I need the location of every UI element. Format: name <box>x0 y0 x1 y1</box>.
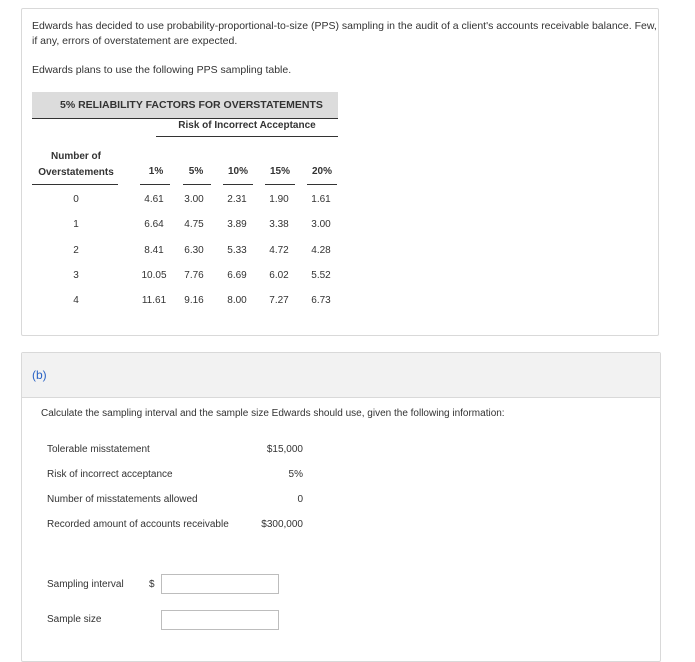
row-count: 0 <box>73 194 79 205</box>
col-header-10pct: 10% <box>227 166 248 177</box>
row-header-underline <box>32 184 118 185</box>
table-cell: 1.90 <box>269 194 289 205</box>
col-underline <box>265 184 295 185</box>
row-header-line2: Overstatements <box>38 167 114 178</box>
col-underline <box>140 184 170 185</box>
table-cell: 4.61 <box>144 194 164 205</box>
info-value-tolerable-misstatement: $15,000 <box>266 444 303 455</box>
col-underline <box>183 184 211 185</box>
row-header <box>32 151 120 178</box>
sample-size-input[interactable] <box>161 610 279 630</box>
info-value-misstatements-allowed: 0 <box>297 494 303 505</box>
row-count: 2 <box>73 245 79 256</box>
col-underline <box>223 184 253 185</box>
table-cell: 9.16 <box>184 295 204 306</box>
sampling-interval-label: Sampling interval <box>47 579 124 590</box>
table-divider <box>32 118 338 119</box>
table-cell: 4.28 <box>311 245 331 256</box>
table-cell: 8.00 <box>227 295 247 306</box>
table-cell: 5.52 <box>311 270 331 281</box>
row-count: 3 <box>73 270 79 281</box>
info-label-risk: Risk of incorrect acceptance <box>47 469 173 480</box>
risk-header: Risk of Incorrect Acceptance <box>156 120 338 137</box>
table-cell: 3.00 <box>184 194 204 205</box>
table-cell: 6.64 <box>144 219 164 230</box>
row-count: 1 <box>73 219 79 230</box>
intro-paragraph: Edwards has decided to use probability-proportional-to-size (PPS) sampling in the audit of a client's accounts receivable balance. Few, if any, errors of overstatement are expected. <box>32 20 657 47</box>
table-cell: 1.61 <box>311 194 331 205</box>
part-b-card <box>21 352 661 662</box>
sample-size-label: Sample size <box>47 614 102 625</box>
table-cell: 3.00 <box>311 219 331 230</box>
table-cell: 8.41 <box>144 245 164 256</box>
row-count: 4 <box>73 295 79 306</box>
col-header-15pct: 15% <box>269 166 290 177</box>
part-b-header <box>22 353 660 398</box>
table-cell: 4.75 <box>184 219 204 230</box>
col-header-1pct: 1% <box>148 166 164 177</box>
info-value-recorded-amount: $300,000 <box>261 519 303 530</box>
table-cell: 7.27 <box>269 295 289 306</box>
col-header-20pct: 20% <box>311 166 332 177</box>
table-cell: 6.73 <box>311 295 331 306</box>
table-cell: 4.72 <box>269 245 289 256</box>
table-cell: 6.30 <box>184 245 204 256</box>
info-label-recorded-amount: Recorded amount of accounts receivable <box>47 519 229 530</box>
table-title: 5% RELIABILITY FACTORS FOR OVERSTATEMENTS <box>32 92 338 118</box>
row-header-line1: Number of <box>51 151 101 162</box>
table-cell: 6.02 <box>269 270 289 281</box>
table-cell: 3.38 <box>269 219 289 230</box>
table-cell: 7.76 <box>184 270 204 281</box>
info-label-misstatements-allowed: Number of misstatements allowed <box>47 494 198 505</box>
intro-paragraph-2: Edwards plans to use the following PPS sampling table. <box>32 64 292 76</box>
table-cell: 3.89 <box>227 219 247 230</box>
info-label-tolerable-misstatement: Tolerable misstatement <box>47 444 150 455</box>
col-underline <box>307 184 337 185</box>
part-b-question: Calculate the sampling interval and the sample size Edwards should use, given the following information: <box>41 408 505 419</box>
pps-sampling-table <box>32 92 338 306</box>
table-cell: 11.61 <box>141 295 167 306</box>
sampling-interval-input[interactable] <box>161 574 279 594</box>
col-header-5pct: 5% <box>188 166 204 177</box>
table-cell: 5.33 <box>227 245 247 256</box>
table-cell: 6.69 <box>227 270 247 281</box>
part-label: (b) <box>32 368 47 382</box>
currency-symbol: $ <box>149 579 155 590</box>
info-value-risk: 5% <box>288 469 303 480</box>
table-cell: 2.31 <box>227 194 247 205</box>
table-cell: 10.05 <box>141 270 167 281</box>
